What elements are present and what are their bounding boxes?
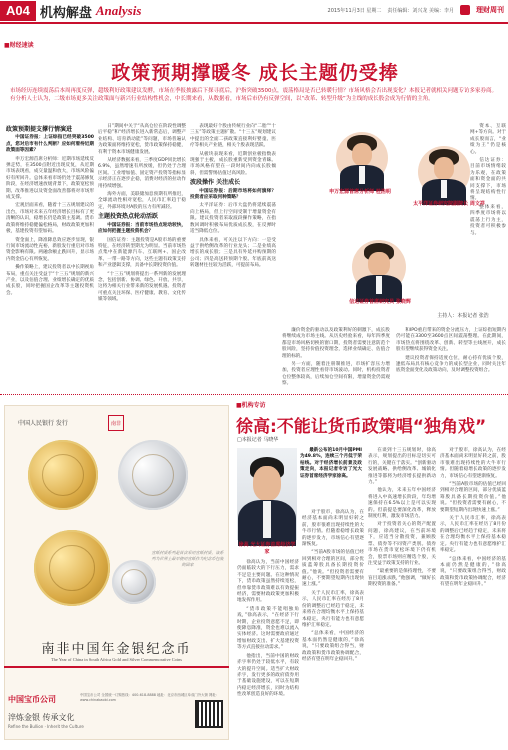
ad-slogan: 淬炼金银 传承文化 — [8, 713, 75, 722]
analyst-caption-2: 太平洋证券研究院副院长 周文祥 — [413, 201, 485, 207]
interviewee-photo — [237, 448, 297, 540]
story2-column-3 — [368, 448, 436, 745]
story1-column-3 — [190, 124, 276, 392]
article-paragraph: 表现最好个股由传统行业向“二胎”“十三五”等政策主题扩散。“十三五”规划建议中提出的全面二孩政策直接利好婴童、医疗等相关产业链，相关个股表现活跃。 — [190, 124, 276, 149]
interview-question: 中国证券报：当前市场热点轮动较快，应如何把握主题投资机会？ — [98, 222, 186, 235]
ad-contact-text: 中国宝币公司 全国统一订购热线：400-618-8888 地址：北京市西城区阜成门外大街 网址：www.chinabaobi.com — [80, 693, 220, 702]
analyst-photo-1 — [336, 132, 388, 184]
article-paragraph: 宏观层面来看，随着十三五规划建议的出台，市场对未来五年经济增长目标有了更清晰的认识，稳增长仍是政策主基调。货币政策将维持稳健偏松格局，财政政策更加积极，基建投资有望加码。 — [6, 203, 94, 235]
ad-subtitle: The Year of China in South Africa Gold and Silver Commemorative Coins — [51, 657, 182, 662]
silver-coin-icon — [118, 440, 188, 510]
interviewee-caption: 徐高 光大证券首席经济学家 — [238, 542, 296, 555]
analyst-photo-3 — [352, 240, 406, 294]
ad-note: 宣纸材质系列是首次采用宣纸材质，该系列为世界上最早使用宣纸作为纪念币包装的国家 — [151, 550, 224, 567]
article-paragraph: 海外方面，美联储加息预期有所推迟，全球流动性相对宽松，人民币汇率趋于稳定，外部环境对A股的压力有所减轻。 — [98, 192, 186, 210]
story2-tag: ■机构专访 — [236, 402, 266, 409]
story2-headline: 徐高:不能让货币政策唱“独角戏” — [236, 417, 487, 437]
article-paragraph: 关于人民币汇率，徐高表示，人民币汇率在经历了8月份的调整后已经趋于稳定，未来将在合理均衡水平上保持基本稳定。央行有能力也有意愿维护汇率稳定。 — [440, 516, 506, 554]
article-paragraph: “总体来看，中国经济的基本面仍然是健康的，”徐高说，“只要政策组合得当，财政政策和货币政策协调配合，经济有望在明年企稳回升。” — [302, 631, 364, 662]
qr-code-icon — [195, 700, 223, 728]
article-paragraph: 他指出，当前中国的财政赤字率仍处于较低水平，有较大的提升空间。适当扩大财政赤字，发行更多的政府债券用于基础设施建设，可以在短期内稳定经济增长，同时为结构性改革创造良好的环境。 — [237, 653, 299, 698]
ad-title: 南非中国年金银纪念币 — [41, 642, 192, 657]
article-paragraph: “总体来看，中国经济的基本面仍然是健康的，”徐高说，“只要政策组合得当，财政政策和货币政策协调配合，经济有望在明年企稳回升。” — [440, 556, 506, 588]
header-meta — [328, 5, 504, 15]
story1-column-5 — [282, 328, 390, 392]
story1-column-4 — [470, 124, 507, 236]
article-paragraph: “当前A股市场的估值已经回到相对合理的区间，部分优质蓝筹股具备长期投资价值。”他说。“但投资者需要有耐心，不要期望短期内出现快速上涨。” — [302, 550, 364, 588]
article-paragraph: 对于股市，徐高认为，在经济基本面尚未明显好转之前，股市很难出现持续性的大牛市行情。但随着稳增长政策的逐步发力，市场信心有望逐渐恢复。 — [302, 510, 364, 548]
ad-slogan-en: Refine the Bullion · Inherit the Culture — [8, 724, 84, 729]
article-paragraph: 资本、互联网+等方向。对于成长股而言，“业绩为王”仍是核心。 — [470, 124, 507, 155]
story1-column-1 — [6, 124, 94, 392]
interview-answer: 太平洋证券：后市大盘仍将延续震荡向上格局，但上行空间受制于增量资金有限。建议投资者采取波段操作策略，在指数回调时积极布局优质成长股，在反弹时适当降低仓位。 — [190, 203, 276, 235]
article-paragraph: 信达证券：目前市场情绪较为乐观，在政策面和资金面的共同支撑下，市场将呈现结构性行情。 — [470, 158, 506, 202]
article-paragraph: 从板块表现来看，近期创业板指数表现强于主板，成长股重新受到资金青睐。市场风格有望在一段时间内向成长股倾斜，但需警惕估值过高风险。 — [190, 151, 276, 176]
section-divider — [0, 394, 508, 395]
article-paragraph: 和IPO重启带来的资金分流压力，上证综指短期内仍可能在3300至3600点区间震荡整理。在此期间，市场热点将围绕改革、创新、转型等主线展开，成长股有望继续获得资金关注。 — [396, 328, 506, 353]
article-paragraph: 资金面上，降准降息效应逐步显现，银行间市场流动性充裕，新股发行重启对市场资金影响有限。两融余额止跌回升，显示场内资金信心有所恢复。 — [6, 237, 94, 262]
article-subhead: 主题投资热点轮动活跃 — [98, 213, 159, 221]
story1-headline: 政策预期撑暖冬 成长主题仍受捧 — [111, 62, 399, 84]
newspaper-logo-icon — [460, 5, 470, 15]
editor-text: 责任编辑：刘兴龙 美编：李月 — [387, 7, 454, 14]
section-title-cn: 机构解盘 — [39, 5, 92, 21]
analyst-caption-3: 信达证券首席研究员 张晓辉 — [349, 299, 411, 305]
article-subhead: 政策预期提支撑行情演进 — [6, 126, 73, 133]
page-number: A04 — [0, 1, 36, 21]
page-header — [0, 0, 508, 22]
article-paragraph: 建议投资者保持适度仓位，耐心持有优质个股，逢低布局具有核心竞争力的成长型企业，同时关注年底资金面变化及政策动向，及时调整投资组合。 — [396, 355, 506, 374]
interview-question: 中国证券报：上证综指已经突破3500点，您对后市有什么判断？应如何看待近期政策面等因素？ — [6, 135, 94, 154]
story2-column-1 — [237, 560, 299, 745]
article-paragraph: “最重要的是保持理性，不要盲目追涨杀跌，”他强调，“做好长期投资的准备。” — [368, 569, 436, 588]
story2-column-4 — [440, 448, 506, 745]
article-paragraph: 另一方面，随着注册制推进，市场扩容压力增加，投资者应理性看待市场波动。同时，机构投资者仓位整体较高，后续加仓空间有限，增量资金仍需观察。 — [282, 362, 390, 387]
story2-intro: 最新公布的10月中国PMI为49.8%，连续三个月低于荣枯线。对于经济增长前景及政策走向，本报记者专访了光大证券首席经济学家徐高。 — [300, 448, 362, 479]
article-paragraph: 操作策略上，建议投资者以中长期视角布局，重点关注受益于“十三五”规划的新兴产业，以及估值合理、业绩增长确定的优质成长股，同时把握国企改革等主题投资机会。 — [6, 265, 94, 296]
host-caption: 主持人：本报记者 张浩 — [437, 313, 489, 319]
ad-issuer-text: 中国人民银行 发行 — [18, 420, 68, 427]
section-title-en: Analysis — [95, 3, 142, 18]
analyst-photo-2 — [418, 146, 470, 198]
story1-column-6 — [396, 328, 506, 392]
interview-answer: 国信证券：主题投资是A股市场的重要特征，在经济转型期尤为明显。当前市场热点集中在新能源汽车、互联网+、国企改革、一带一路等方向，这些主题有政策支持和产业逻辑支撑，具备中长期投资价值。 — [98, 237, 186, 269]
story1-tag: ■财经速读 — [4, 42, 34, 49]
article-paragraph: 关于人民币汇率，徐高表示，人民币汇率在经历了8月份的调整后已经趋于稳定，未来将在合理均衡水平上保持基本稳定。央行有能力也有意愿维护汇率稳定。 — [302, 590, 364, 628]
article-paragraph: “十三五”规划将提出一系列新的发展理念，包括创新、协调、绿色、开放、共享，这将为相关行业带来新的发展机遇。投资者可重点关注环保、医疗健康、教育、文化传媒等领域。 — [98, 271, 186, 303]
article-paragraph: “货币政策不能唱独角戏，”徐高表示，“在经济下行时期，企业投资意愿不足，即使降息降准，资金也难以流入实体经济。这时需要政府通过增加财政支出、扩大基建投资等方式直接拉动需求。” — [237, 606, 299, 651]
article-paragraph: 整体来看，四季度市场将以震荡上行为主，投资者可积极参与。 — [470, 204, 506, 236]
article-paragraph: “当前A股市场的估值已经回到相对合理的区间，部分优质蓝筹股具备长期投资价值。”他说。“但投资者需要有耐心，不要期望短期内出现快速上涨。” — [440, 482, 506, 513]
article-paragraph: 对于投资者关心的资产配置问题，徐高建议，在当前环境下，应适当分散投资，兼顾股票、债券等不同资产类别。债券市场在货币宽松环境下仍有机会，股票市场则应精选个股，关注受益于政策支持的行业。 — [368, 522, 436, 566]
analyst-caption-1: 申万宏源首席分析师 桂浩明 — [329, 189, 391, 195]
story1-column-2 — [98, 124, 186, 392]
brand-name: 理财周刊 — [476, 6, 504, 14]
header-rule — [0, 22, 508, 24]
story2-byline: □本报记者 马晓华 — [237, 437, 279, 443]
ad-stamp: 南非 — [108, 415, 124, 431]
story2-column-2 — [302, 510, 364, 745]
article-subhead: 波段操作 关注成长 — [190, 179, 241, 187]
article-paragraph: 从经济数据来看，三季度GDP同比增长6.9%，虽然增速有所放缓，但仍处于合理区间。工业增加值、固定资产投资等指标显示经济正在逐步企稳，消费对经济的拉动作用持续增强。 — [98, 158, 186, 189]
article-paragraph: 他认为，未来五年中国经济将进入中高速增长阶段，年均增速保持在6.5%以上是可以实现的。但前提是要深化改革，释放制度红利，激发市场活力。 — [368, 488, 436, 520]
interview-question: 中国证券报：后期市场将如何演绎？投资者应采取何种策略？ — [190, 188, 276, 201]
article-paragraph: 具体来看，可关注以下方向：一是受益于供给侧改革的行业龙头；二是业绩高增长的成长股；三是具有外延并购预期的公司；四是高送转预期个股。年底前高送转题材往往较为活跃，可提前布局。 — [190, 237, 276, 269]
gold-coin-reverse-icon — [34, 530, 110, 606]
article-paragraph: 对于股市，徐高认为，在经济基本面尚未明显好转之前，股市很难出现持续性的大牛市行情。但随着稳增长政策的逐步发力，市场信心有望逐渐恢复。 — [440, 448, 506, 479]
interview-answer: 申万宏源首席分析师：近期市场延续反弹走势，在3500点附近出现反复，从近期市场表现看，成交量温和放大，市场风险偏好有所回升。总体来看市场仍处于震荡修复阶段，在经济增速放缓背景下，政策宽松预期、改革推进以及资金面改善都将对市场形成支撑。 — [6, 156, 94, 201]
article-paragraph: 廉价资金的驱动以及政策利好的刺激下，成长股将继续成为市场主线。从历史经验来看，每年四季度都是市场风格切换的窗口期，投资者需要注意防范个股风险，坚持价值投资理念，选择业绩确定、估值合理的标的。 — [282, 328, 390, 359]
ad-company-name: 中国宝币公司 — [8, 694, 56, 704]
ad-rule — [4, 666, 229, 668]
article-paragraph: 日”期间中关于“从高仓位在阶段性调整后平稳”和“经济增长进入新常态后，调整产业结构、培育新动能”等问题，市场普遍认为政策面将维持宽松，货币政策保持稳健，有利于资本市场健康发展。 — [98, 124, 186, 155]
story1-lead: 市场经历连续震荡后本周再度反弹，超级利好政策建议发酵，市场在季报披露后下探寻底后，沪指突破3500点，震荡格局是否已转暖行情？市场风格会否出现变化？本报记者就相关问题专访多家券商。有分析人士认为，二级市场更多关注政策面与新兴行业结构性机会，中长期来看，从数据看，市场后市仍有反弹空间，以“改革、转型升级”为主线的成长股会成为行情的主角。 — [10, 88, 498, 102]
date-text: 2015年11月3日 星期二 — [327, 7, 382, 14]
article-paragraph: 在谈到十三五规划时，徐高表示，规划提出的目标是切实可行的，关键在于落实。“创新驱动发展战略、供给侧改革、城镇化推进等都将为经济增长提供新动力。” — [368, 448, 436, 486]
article-paragraph: 徐高认为，当前中国经济仍面临较大的下行压力，需求不足是主要问题。在这种情况下，货币政策虽然持续宽松，但单靠货币政策难以有效提振经济，需要财政政策更加积极地发挥作用。 — [237, 560, 299, 604]
gold-coin-icon — [28, 440, 98, 510]
